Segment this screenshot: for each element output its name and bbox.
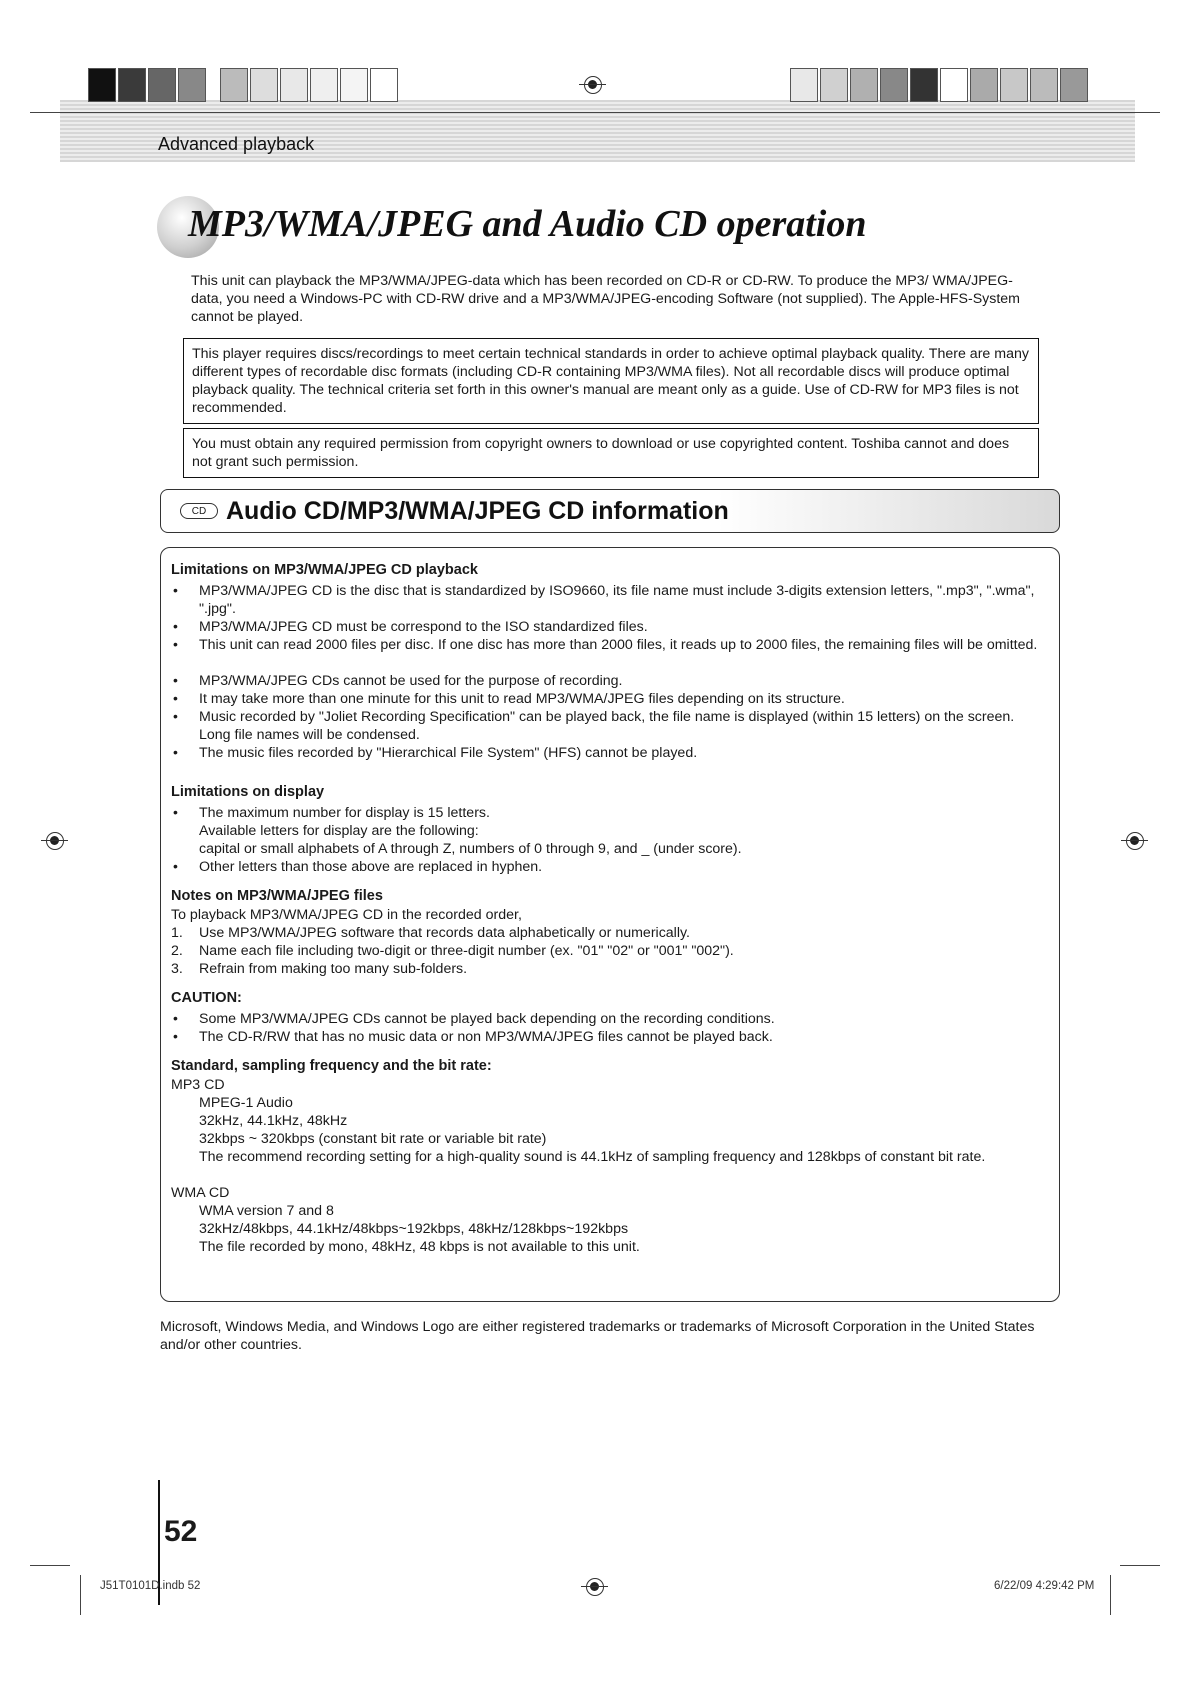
list-number: 2. (171, 943, 183, 959)
page-title: MP3/WMA/JPEG and Audio CD operation (188, 203, 867, 245)
list-item: The music files recorded by "Hierarchical File System" (HFS) cannot be played. (199, 745, 698, 761)
header-block (940, 68, 968, 102)
bullet-icon: • (173, 690, 178, 706)
header-block (280, 68, 308, 102)
list-item: Available letters for display are the following: (199, 823, 479, 839)
header-block (880, 68, 908, 102)
registration-mark-icon (1126, 832, 1144, 850)
list-item: Refrain from making too many sub-folders. (199, 961, 468, 977)
list-item: Use MP3/WMA/JPEG software that records data alphabetically or numerically. (199, 925, 690, 941)
list-item: MP3/WMA/JPEG CDs cannot be used for the purpose of recording. (199, 673, 623, 689)
header-block (178, 68, 206, 102)
subheading: CAUTION: (171, 990, 242, 1006)
bullet-icon: • (173, 618, 178, 634)
header-block (820, 68, 848, 102)
header-block (118, 68, 146, 102)
list-number: 3. (171, 961, 183, 977)
list-item: 32kHz, 44.1kHz, 48kHz (199, 1113, 348, 1129)
header-block (370, 68, 398, 102)
list-item: The CD-R/RW that has no music data or non MP3/WMA/JPEG files cannot be played back. (199, 1029, 773, 1045)
list-item: Music recorded by "Joliet Recording Specification" can be played back, the file name is displayed (within 15 letters) on the screen. Long file names will be condensed. (199, 709, 1015, 743)
section-label: Advanced playback (158, 134, 315, 154)
header-block (1030, 68, 1058, 102)
header-block (340, 68, 368, 102)
bullet-icon: • (173, 636, 178, 652)
format-label: WMA CD (171, 1185, 230, 1201)
list-item: This unit can read 2000 files per disc. If one disc has more than 2000 files, it reads up to 2000 files, the remaining files will be omitted. (199, 637, 1038, 653)
bullet-icon: • (173, 708, 178, 724)
bullet-icon: • (173, 1028, 178, 1044)
crop-mark (1110, 1575, 1111, 1615)
list-item: The recommend recording setting for a high-quality sound is 44.1kHz of sampling frequency and 128kbps of constant bit rate. (199, 1149, 986, 1165)
list-item: The file recorded by mono, 48kHz, 48 kbps is not available to this unit. (199, 1239, 640, 1255)
format-label: MP3 CD (171, 1077, 225, 1093)
crop-mark (1120, 1565, 1160, 1566)
intro-paragraph: This unit can playback the MP3/WMA/JPEG-data which has been recorded on CD-R or CD-RW. To produce the MP3/ WMA/JPEG-data, you need a Windows-PC with CD-RW drive and a MP3/WMA/JPEG-encoding Software (not supplied). The Apple-HFS-System cannot be played. (191, 273, 1020, 325)
list-item: MP3/WMA/JPEG CD is the disc that is standardized by ISO9660, its file name must include 3-digits extension letters, ".mp3", ".wma", ".jpg". (199, 583, 1035, 617)
subheading: Limitations on MP3/WMA/JPEG CD playback (171, 562, 478, 578)
list-number: 1. (171, 925, 183, 941)
subheading: Notes on MP3/WMA/JPEG files (171, 888, 383, 904)
footer-date: 6/22/09 4:29:42 PM (994, 1580, 1095, 1592)
list-item: Some MP3/WMA/JPEG CDs cannot be played back depending on the recording conditions. (199, 1011, 775, 1027)
list-item: The maximum number for display is 15 letters. (199, 805, 490, 821)
subheading: Limitations on display (171, 784, 325, 800)
header-block (1000, 68, 1028, 102)
header-block (1060, 68, 1088, 102)
crop-mark (80, 1575, 81, 1615)
list-item: 32kbps ~ 320kbps (constant bit rate or variable bit rate) (199, 1131, 547, 1147)
list-item: Other letters than those above are replaced in hyphen. (199, 859, 543, 875)
header-block (850, 68, 878, 102)
list-item: capital or small alphabets of A through Z, numbers of 0 through 9, and _ (under score). (199, 841, 742, 857)
header-block (970, 68, 998, 102)
info-box (160, 547, 1060, 1302)
list-item: MPEG-1 Audio (199, 1095, 293, 1111)
header-block (88, 68, 116, 102)
list-item: WMA version 7 and 8 (199, 1203, 334, 1219)
bullet-icon: • (173, 744, 178, 760)
notes-intro: To playback MP3/WMA/JPEG CD in the recorded order, (171, 907, 522, 923)
notice-box: You must obtain any required permission from copyright owners to download or use copyrighted content. Toshiba cannot and does not grant such permission. (183, 428, 1039, 478)
header-block (910, 68, 938, 102)
header-block (310, 68, 338, 102)
list-item: MP3/WMA/JPEG CD must be correspond to the ISO standardized files. (199, 619, 648, 635)
header-block (250, 68, 278, 102)
section-title: Audio CD/MP3/WMA/JPEG CD information (226, 497, 729, 525)
bullet-icon: • (173, 804, 178, 820)
cd-logo-icon: CD (180, 503, 218, 519)
trademark-footnote: Microsoft, Windows Media, and Windows Logo are either registered trademarks or trademarks of Microsoft Corporation in the United States and/or other countries. (160, 1319, 1035, 1353)
subheading: Standard, sampling frequency and the bit rate: (171, 1058, 492, 1074)
registration-mark-icon (46, 832, 64, 850)
bullet-icon: • (173, 672, 178, 688)
list-item: It may take more than one minute for this unit to read MP3/WMA/JPEG files depending on its structure. (199, 691, 845, 707)
header-rule (30, 112, 1160, 113)
header-block (148, 68, 176, 102)
page-number: 52 (164, 1515, 198, 1548)
registration-mark-icon (584, 76, 602, 94)
bullet-icon: • (173, 582, 178, 598)
header-block (790, 68, 818, 102)
header-block (220, 68, 248, 102)
bullet-icon: • (173, 858, 178, 874)
list-item: Name each file including two-digit or three-digit number (ex. "01" "02" or "001" "002"). (199, 943, 734, 959)
crop-mark (30, 1565, 70, 1566)
footer-file-info: J51T0101D.indb 52 (100, 1580, 201, 1592)
bullet-icon: • (173, 1010, 178, 1026)
registration-mark-icon (586, 1578, 604, 1596)
notice-box: This player requires discs/recordings to meet certain technical standards in order to achieve optimal playback quality. There are many different types of recordable disc formats (including CD-R containing MP3/WMA files). Not all recordable discs will produce optimal playback quality. The technical criteria set forth in this owner's manual are meant only as a guide. Use of CD-RW for MP3 files is not recommended. (183, 338, 1039, 424)
list-item: 32kHz/48kbps, 44.1kHz/48kbps~192kbps, 48kHz/128kbps~192kbps (199, 1221, 629, 1237)
